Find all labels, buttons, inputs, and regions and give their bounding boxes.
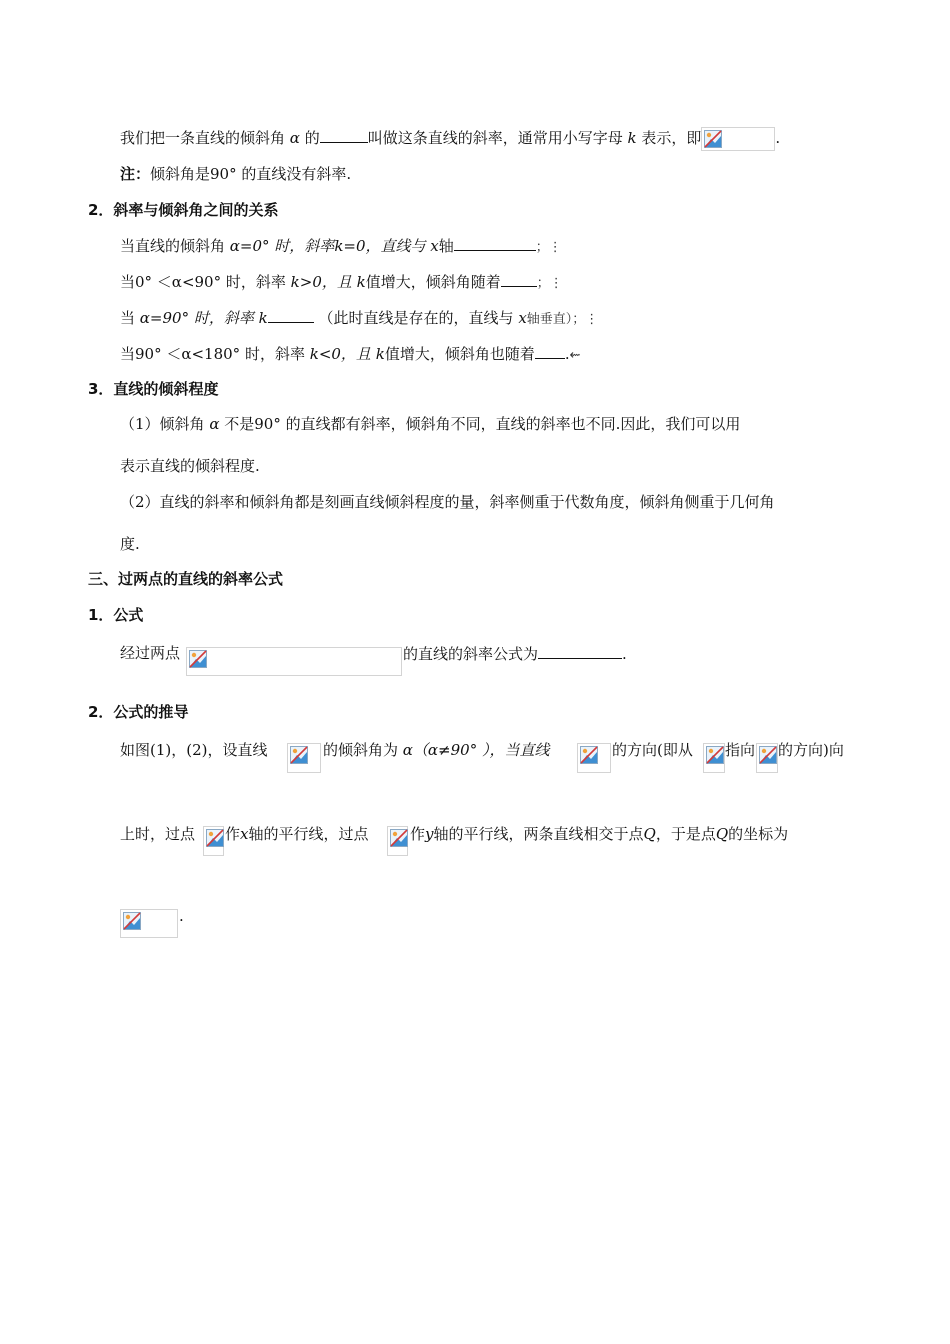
x-symbol: x (240, 825, 249, 843)
relation-row-4 (120, 343, 581, 366)
section-heading: 2．斜率与倾斜角之间的关系 (88, 201, 279, 219)
degree-para-2: （2）直线的斜率和倾斜角都是刻画直线倾斜程度的量，斜率侧重于代数角度，倾斜角侧重于几何角 (120, 493, 775, 511)
text: . (622, 645, 627, 663)
part-heading: 三、过两点的直线的斜率公式 (88, 570, 284, 588)
fill-blank[interactable] (501, 271, 537, 287)
text: k=0，直线与 (334, 237, 426, 255)
derivation-text: 的方向(即从 (612, 741, 693, 759)
derivation-text (323, 740, 549, 760)
relation-row-2 (120, 271, 563, 294)
point-image-icon (756, 743, 778, 773)
derivation-text (225, 824, 369, 844)
derivation-text: 指向 (725, 741, 756, 759)
point-image-icon (203, 826, 224, 856)
text: 轴 (438, 237, 454, 255)
section-heading: 3．直线的倾斜程度 (88, 380, 219, 398)
text: 作 (410, 825, 426, 843)
note-text: 倾斜角是90° 的直线没有斜率. (150, 165, 352, 183)
text: 经过两点 (120, 644, 181, 662)
arrow-icon: ⇜ (569, 348, 581, 363)
alpha-symbol: α (209, 415, 220, 433)
text: α=90° 时，斜率 (139, 309, 254, 327)
fill-blank[interactable] (320, 127, 368, 143)
line-image-icon (577, 743, 611, 773)
line-image-icon (287, 743, 321, 773)
fill-blank[interactable] (535, 343, 565, 359)
relation-row-3 (120, 307, 598, 330)
text: 的坐标为 (728, 825, 789, 843)
text: α=0° 时，斜率 (229, 237, 335, 255)
derivation-text: 上时，过点 (120, 825, 196, 843)
coordinate-image-icon (120, 909, 178, 938)
text: 的倾斜角为 (323, 741, 399, 759)
point-image-icon (703, 743, 725, 773)
derivation-text: . (179, 907, 184, 925)
k-symbol: k (627, 129, 637, 147)
subsection-heading: 2．公式的推导 (88, 703, 189, 721)
two-points-image-icon (186, 647, 402, 676)
y-symbol: y (425, 825, 434, 843)
fill-blank[interactable] (538, 643, 622, 659)
subsection-heading: 1．公式 (88, 606, 144, 624)
note-label: 注： (120, 165, 151, 183)
text: 作 (225, 825, 241, 843)
text: 的直线的斜率公式为 (403, 645, 539, 663)
derivation-text (410, 824, 788, 844)
formula-image-icon (701, 127, 775, 151)
text: . (564, 345, 570, 363)
text: 当90° ＜α<180° 时，斜率 (120, 345, 305, 363)
formula-line-tail (403, 643, 627, 664)
text: 当直线的倾斜角 (120, 237, 226, 255)
text: 我们把一条直线的倾斜角 (120, 129, 286, 147)
text: 当0° ＜α<90° 时，斜率 (120, 273, 286, 291)
alpha-symbol: α (289, 129, 300, 147)
text: ；⋮ (535, 240, 562, 255)
k-symbol: k (356, 273, 366, 291)
fill-blank[interactable] (454, 235, 536, 251)
derivation-text: 的方向)向 (778, 741, 844, 759)
note-line (120, 164, 351, 184)
text: 值增大，倾斜角随着 (365, 273, 501, 291)
text: 值增大，倾斜角也随着 (384, 345, 535, 363)
relation-row-1 (120, 235, 562, 258)
k-symbol: k (375, 345, 385, 363)
fill-blank[interactable] (268, 307, 314, 323)
x-symbol: x (430, 237, 439, 255)
text: 轴垂直）；⋮ (526, 312, 599, 327)
degree-para-1 (120, 414, 740, 434)
q-symbol: Q (715, 825, 729, 843)
text: α（α≠90° ），当直线 (402, 741, 550, 759)
text: 不是90° 的直线都有斜率，倾斜角不同，直线的斜率也不同.因此，我们可以用 (224, 415, 741, 433)
derivation-text: 如图(1)，(2)，设直线 (120, 741, 268, 759)
k-symbol: k (258, 309, 268, 327)
text: . (775, 129, 781, 147)
degree-para-1-cont: 表示直线的倾斜程度. (120, 457, 260, 475)
text: ，于是点 (655, 825, 716, 843)
degree-para-2-cont: 度. (120, 535, 140, 553)
text: ；⋮ (536, 276, 563, 291)
point-image-icon (387, 826, 408, 856)
text: （1）倾斜角 (120, 415, 205, 433)
q-symbol: Q (643, 825, 656, 843)
text: （此时直线是存在的，直线与 (318, 309, 514, 327)
text: k>0，且 (290, 273, 352, 291)
formula-line (120, 643, 180, 663)
text: k<0，且 (309, 345, 371, 363)
text: 轴的平行线，两条直线相交于点 (433, 825, 644, 843)
text: 的 (304, 129, 320, 147)
text: 叫做这条直线的斜率，通常用小写字母 (367, 129, 623, 147)
x-symbol: x (518, 309, 527, 327)
slope-definition (120, 127, 780, 151)
text: 表示，即 (641, 129, 702, 147)
text: 轴的平行线，过点 (248, 825, 369, 843)
text: 当 (120, 309, 136, 327)
